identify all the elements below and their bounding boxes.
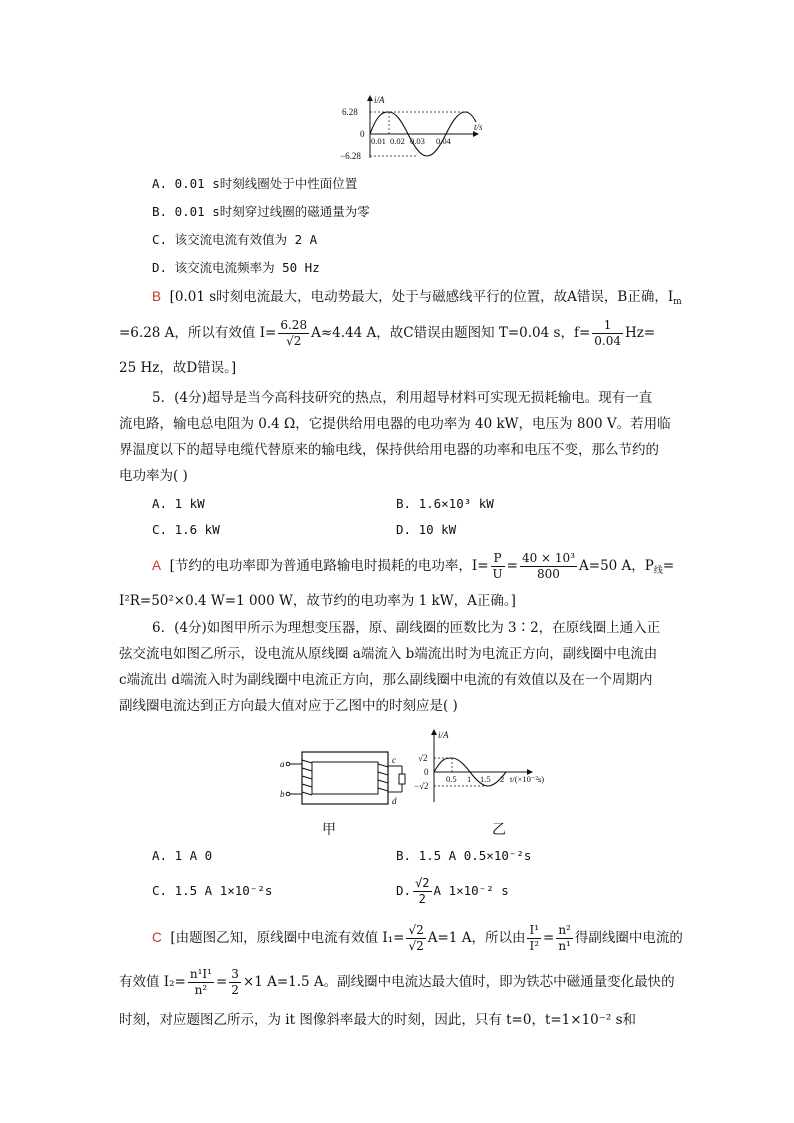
fig2-ymax: √2: [418, 753, 428, 763]
q5-answer: A: [152, 558, 162, 573]
q5-stem-line2: 流电路，输电总电阻为 0.4 Ω，它提供给用电器的电功率为 40 kW，电压为 800 V。若用临: [119, 416, 671, 432]
fig2-ymin: −√2: [414, 781, 429, 791]
fig1-ylabel: i/A: [374, 95, 385, 105]
q4-option-d: D. 该交流电流频率为 50 Hz: [152, 260, 320, 275]
q6-current-graph: [412, 726, 562, 806]
q6-option-a: A. 1 A 0: [152, 848, 213, 863]
q5-option-a: A. 1 kW: [152, 496, 205, 511]
fig-jia-label-a: a: [280, 759, 285, 769]
q5-stem-line3: 界温度以下的超导电缆代替原来的输电线，保持供给用电器的功率和电压不变，那么节约的: [119, 442, 659, 458]
fig1-tick: 0.01: [371, 136, 386, 146]
q6-explanation-line1: C [由题图乙知，原线圈中电流有效值 I₁= $\frac{√2}{√2}$ A=1 A，所以由 $\frac{\text{I¹}}{\text{I²}}$ = $\frac{\text{n²}}{\text{n¹}}$ 得副线圈中电流的: [152, 923, 683, 953]
fig-jia-label-b: b: [280, 789, 285, 799]
q6-explanation-line3: 时刻，对应题图乙所示，为 it 图像斜率最大的时刻，因此，只有 t=0，t=1×10⁻² s和: [119, 1012, 637, 1028]
fig-jia-label-c: c: [392, 755, 396, 765]
fig1-zero: 0: [360, 129, 365, 139]
q5-option-c: C. 1.6 kW: [152, 522, 220, 537]
q5-explanation-line2: I²R=50²×0.4 W=1 000 W，故节约的电功率为 1 kW，A正确。]: [119, 593, 516, 609]
fig1-tick: 0.02: [390, 136, 405, 146]
q5-option-b: B. 1.6×10³ kW: [396, 496, 494, 511]
fig2-tick: 0.5: [446, 774, 457, 784]
q4-answer: B: [152, 289, 162, 304]
q4-explanation-line2: =6.28 A，所以有效值 I= $\frac{6.28}{√2}$ A≈4.44 A，故C错误由题图知 T=0.04 s，f= $\frac{1}{0.04}$ Hz=: [119, 318, 656, 348]
resistor-icon: [399, 774, 405, 784]
fig1-tick: 0.03: [410, 136, 425, 146]
fig1-ymin: −6.28: [340, 151, 361, 161]
fig1-ymax: 6.28: [342, 107, 358, 117]
fig-yi-caption: 乙: [492, 822, 506, 838]
fig1-tick: 0.04: [436, 136, 451, 146]
q4-explanation-line3: 25 Hz，故D错误。]: [119, 360, 237, 376]
fig2-zero: 0: [424, 767, 429, 777]
q4-option-c: C. 该交流电流有效值为 2 A: [152, 232, 318, 247]
q5-stem-line4: 电功率为( ): [119, 468, 188, 484]
fig2-tick: 1: [467, 774, 472, 784]
fig2-tick: 2: [500, 774, 505, 784]
q6-transformer-figure: [280, 748, 410, 808]
q5-explanation-line1: A [节约的电功率即为普通电路输电时损耗的电功率，I= $\frac{P}{U}$ = $\frac{\text{40 × 10³}}{800}$ A=50 A，$P_线=$: [152, 551, 675, 581]
q6-option-d: D. $\frac{√2}{2}$ A 1×10⁻² s: [396, 876, 509, 906]
q4-option-a: A. 0.01 s时刻线圈处于中性面位置: [152, 176, 358, 191]
q6-answer: C: [152, 930, 162, 945]
fig-jia-caption: 甲: [322, 822, 336, 838]
q4-current-graph: [338, 92, 488, 164]
q6-stem-line4: 副线圈电流达到正方向最大值对应于乙图中的时刻应是( ): [119, 698, 458, 714]
fig-jia-label-d: d: [392, 796, 397, 806]
q6-explanation-line2: 有效值 I₂= $\frac{\text{n¹I¹}}{\text{n²}}$ = $\frac{3}{2}$ ×1 A=1.5 A。副线圈中电流达最大值时，即为铁芯中磁通量变化最快的: [119, 967, 675, 997]
q5-option-d: D. 10 kW: [396, 522, 457, 537]
q6-stem-line3: c端流出 d端流入时为副线圈中电流正方向，那么副线圈中电流的有效值以及在一个周期内: [119, 672, 653, 688]
q5-stem-line1: 5．(4分)超导是当今高科技研究的热点，利用超导材料可实现无损耗输电。现有一直: [152, 390, 653, 406]
q4-option-b: B. 0.01 s时刻穿过线圈的磁通量为零: [152, 204, 370, 219]
fig2-ylabel: i/A: [438, 730, 449, 740]
q6-stem-line2: 弦交流电如图乙所示，设电流从原线圈 a端流入 b端流出时为电流正方向，副线圈中电流由: [119, 646, 658, 662]
fig2-tick: 1.5: [480, 774, 491, 784]
fig2-xlabel: t/(×10⁻²s): [510, 774, 545, 784]
q6-option-c: C. 1.5 A 1×10⁻²s: [152, 883, 273, 898]
q6-option-b: B. 1.5 A 0.5×10⁻²s: [396, 848, 532, 863]
q6-stem-line1: 6．(4分)如图甲所示为理想变压器，原、副线圈的匝数比为 3∶2，在原线圈上通入正: [152, 620, 661, 636]
q4-explanation-line1: B [0.01 s时刻电流最大，电动势最大，处于与磁感线平行的位置，故A错误，B正确，$I_m$: [152, 289, 682, 307]
fig1-xlabel: t/s: [474, 122, 483, 132]
